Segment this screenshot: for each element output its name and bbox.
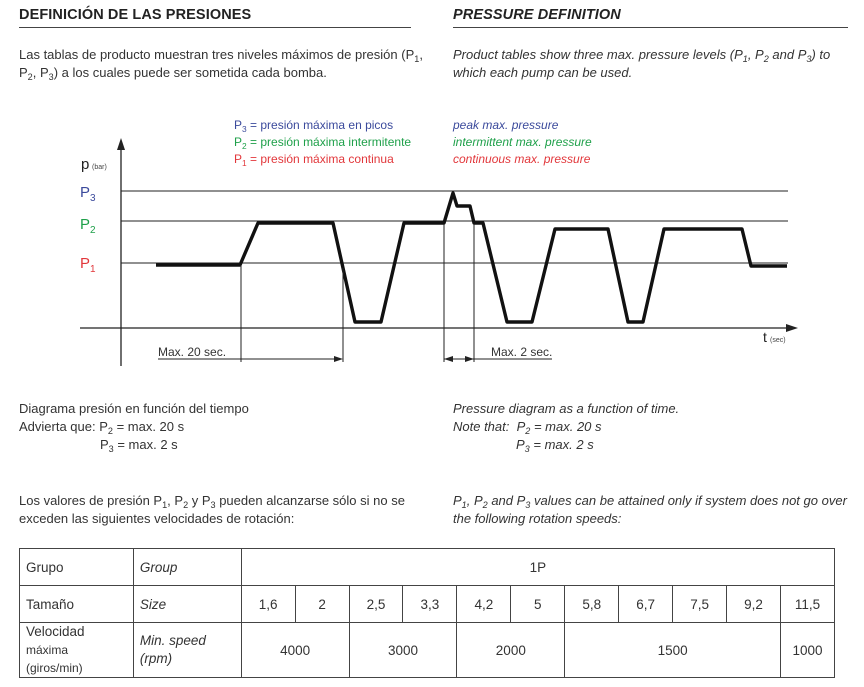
legend-es-p3: $P_3$ = presión máxima en picos xyxy=(234,118,394,134)
cell-speed: 3000 xyxy=(349,623,457,678)
x-axis-unit: (sec) xyxy=(770,337,786,344)
cell-size: 6,7 xyxy=(619,586,673,623)
speeds-intro-en: $P_1$, $P_2$ and $P_3$ values can be attained only if system does not go over the following rotation speeds: xyxy=(453,493,847,526)
level-label-p3: $P_3$ xyxy=(80,184,96,204)
intro-en: Product tables show three max. pressure levels ($P_1$, $P_2$ and $P_3$) to which each pump can be used. xyxy=(453,47,831,80)
y-axis-label: p xyxy=(81,156,90,173)
cell-size: 11,5 xyxy=(780,586,834,623)
x-axis-arrow xyxy=(786,324,798,332)
interval2-arrow-right xyxy=(465,356,474,362)
cell-size: 5,8 xyxy=(565,586,619,623)
cell-size-es: Tamaño xyxy=(20,586,134,623)
pressure-curve xyxy=(156,193,787,322)
cell-speed-es: Velocidad máxima (giros/min) xyxy=(20,623,134,678)
interval1-label: Max. 20 sec. xyxy=(158,345,227,359)
cell-size: 9,2 xyxy=(727,586,781,623)
y-axis-arrow xyxy=(117,138,125,150)
cell-group-value: 1P xyxy=(241,549,834,586)
cell-speed: 4000 xyxy=(241,623,349,678)
y-axis-unit: (bar) xyxy=(92,164,107,171)
legend-es-p1: $P_1$ = presión máxima continua xyxy=(234,152,394,168)
speeds-intro-es: Los valores de presión $P_1$, $P_2$ y $P_3$ pueden alcanzarse sólo si no se exceden las siguientes velocidades de rotación: xyxy=(19,493,405,526)
table-row-group xyxy=(20,549,835,586)
cell-speed-en: Min. speed (rpm) xyxy=(133,623,241,678)
cell-size: 1,6 xyxy=(241,586,295,623)
cell-size: 4,2 xyxy=(457,586,511,623)
interval2-arrow-left xyxy=(444,356,453,362)
heading-es: DEFINICIÓN DE LAS PRESIONES xyxy=(19,7,252,23)
level-label-p2: $P_2$ xyxy=(80,216,96,236)
heading-en: PRESSURE DEFINITION xyxy=(453,7,621,23)
level-label-p1: $P_1$ xyxy=(80,255,96,275)
cell-speed: 1000 xyxy=(780,623,834,678)
cell-group-es: Grupo xyxy=(20,549,134,586)
interval1-arrow xyxy=(334,356,343,362)
cell-size: 7,5 xyxy=(673,586,727,623)
cell-size: 2 xyxy=(295,586,349,623)
x-axis-label: t xyxy=(763,329,767,345)
legend-en-p3: peak max. pressure xyxy=(453,118,559,132)
cell-size: 3,3 xyxy=(403,586,457,623)
diagram-caption-en: Pressure diagram as a function of time. Note that: $P_2 = \max$. 20 s $P_3 = \max$. 2 s xyxy=(453,401,680,454)
cell-speed: 1500 xyxy=(565,623,781,678)
legend-en-p1: continuous max. pressure xyxy=(453,152,591,166)
cell-size: 2,5 xyxy=(349,586,403,623)
cell-size-en: Size xyxy=(133,586,241,623)
legend-es-p2: $P_2$ = presión máxima intermitente xyxy=(234,135,412,151)
interval2-label: Max. 2 sec. xyxy=(491,345,553,359)
cell-size: 5 xyxy=(511,586,565,623)
table-row-speed xyxy=(20,623,835,678)
intro-es: Las tablas de producto muestran tres niveles máximos de presión ($P_1$, $P_2$, $P_3$) a los cuales puede ser sometida cada bomba. xyxy=(19,47,423,82)
cell-speed: 2000 xyxy=(457,623,565,678)
cell-group-en: Group xyxy=(133,549,241,586)
diagram-caption-es: Diagrama presión en función del tiempo Advierta que: $P_2 = \max$. 20 s $P_3 = \max$. 2 s xyxy=(19,401,249,454)
speed-table xyxy=(19,548,835,678)
legend-en-p2: intermittent max. pressure xyxy=(453,135,592,149)
table-row-size xyxy=(20,586,835,623)
